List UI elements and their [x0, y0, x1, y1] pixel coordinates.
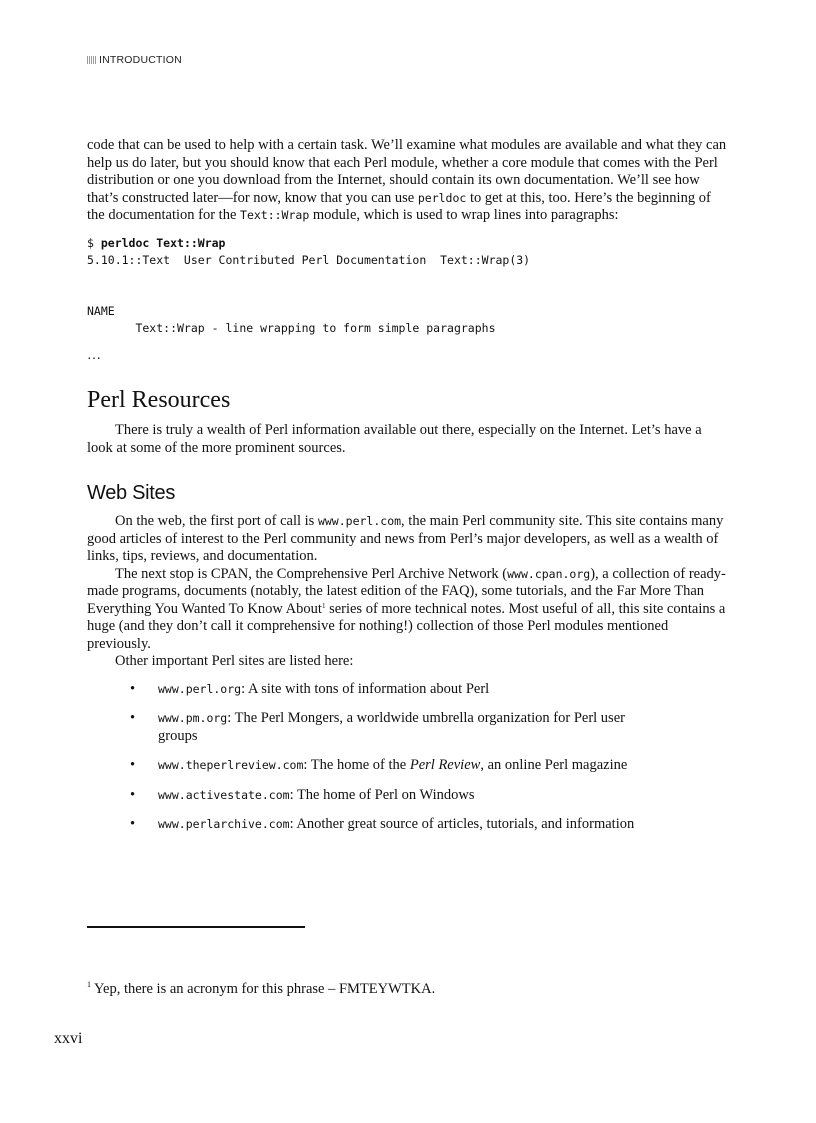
web-sites-text-2a: The next stop is CPAN, the Comprehensive Perl Archive Network ( [115, 565, 508, 582]
footnote-reference[interactable]: 1 [321, 601, 326, 610]
page-number: xxvi [54, 1030, 83, 1047]
site-list [87, 681, 658, 834]
inline-code-perldoc: perldoc [417, 190, 467, 205]
web-sites-text-2b: ), a collection of ready-made programs, documents (notably, the latest edition of the FAQ), some tutorials, and the Far More Than Everything You Wanted To Know About [87, 565, 726, 617]
bullet-icon: • [130, 757, 136, 773]
list-item [130, 816, 658, 834]
bullet-icon: • [130, 710, 136, 726]
code-block [87, 235, 731, 365]
footnote-text: Yep, there is an acronym for this phrase – FMTEYWTKA. [94, 981, 436, 997]
list-item-text: : The home of the [303, 757, 410, 773]
list-item-text: , an online Perl magazine [480, 757, 628, 773]
list-item-text: : A site with tons of information about Perl [241, 680, 490, 697]
footnote [87, 981, 435, 998]
intro-paragraph [87, 137, 731, 225]
running-head [87, 54, 182, 66]
bullet-icon: • [130, 680, 136, 697]
code-name-label: NAME [87, 303, 115, 318]
list-item [130, 710, 658, 745]
bullet-icon: • [130, 786, 136, 803]
running-head-marker-icon [87, 56, 96, 64]
inline-code-text-wrap: Text::Wrap [240, 208, 310, 222]
code-command-line [87, 235, 731, 252]
web-sites-text-2c: series of more technical notes. Most useful of all, this site contains a huge (and they don’t call it comprehensive for nothing!) collection of those Perl modules mentioned previously. [87, 600, 726, 652]
code-command: perldoc Text::Wrap [100, 235, 226, 250]
footnote-marker: 1 [87, 980, 91, 989]
intro-text-1: code that can be used to help with a certain task. We’ll examine what modules are available and what they can help us do later, but you should know that each Perl module, whether a core module that comes with the Perl distribution or one you download from the Internet, should contain its own documentation. We’ll see how that’s constructed later—for now, know that you can use [87, 137, 727, 206]
url-perl-com: www.perl.com [317, 514, 402, 528]
running-head-text: INTRODUCTION [99, 54, 182, 66]
perl-resources-heading: Perl Resources [87, 387, 231, 413]
web-sites-text-1b: , the main Perl community site. This site contains many good articles of interest to the Perl community and news from Perl’s major developers, as well as a wealth of links, tips, reviews, and documentation. [87, 513, 724, 564]
list-item-text: : The Perl Mongers, a worldwide umbrella organization for Perl user groups [158, 710, 625, 744]
code-name-line: Text::Wrap - line wrapping to form simple paragraphs [87, 320, 496, 335]
list-item-text: : Another great source of articles, tutorials, and information [289, 816, 635, 832]
list-item [130, 680, 658, 699]
code-ellipsis: … [87, 347, 102, 363]
url-perlarchive-com: www.perlarchive.com [158, 817, 290, 831]
web-sites-paragraph-2 [87, 566, 731, 654]
url-theperlreview-com: www.theperlreview.com [158, 758, 304, 772]
perl-review-title: Perl Review [409, 757, 481, 773]
list-item [130, 757, 658, 775]
code-prompt: $ [87, 235, 101, 250]
url-cpan-org: www.cpan.org [507, 566, 591, 581]
list-item-text: : The home of Perl on Windows [289, 786, 475, 803]
code-header-line: 5.10.1::Text User Contributed Perl Documentation Text::Wrap(3) [87, 252, 531, 267]
bullet-icon: • [130, 816, 136, 832]
url-pm-org: www.pm.org [158, 711, 228, 725]
page-body [87, 137, 731, 846]
intro-text-3: module, which is used to wrap lines into paragraphs: [309, 207, 619, 223]
url-activestate-com: www.activestate.com [158, 787, 290, 802]
web-sites-text-1a: On the web, the first port of call is [115, 513, 318, 529]
url-perl-org: www.perl.org [158, 681, 242, 696]
web-sites-paragraph-1 [87, 513, 731, 566]
intro-text-2: to get at this, too. Here’s the beginning of the documentation for the [87, 189, 711, 223]
footnote-divider [87, 926, 305, 928]
web-sites-paragraph-3: Other important Perl sites are listed here: [115, 653, 354, 669]
list-item [130, 786, 658, 805]
perl-resources-paragraph: There is truly a wealth of Perl information available out there, especially on the Internet. Let’s have a look at some of the more prominent sources. [87, 422, 702, 456]
web-sites-heading: Web Sites [87, 482, 176, 504]
